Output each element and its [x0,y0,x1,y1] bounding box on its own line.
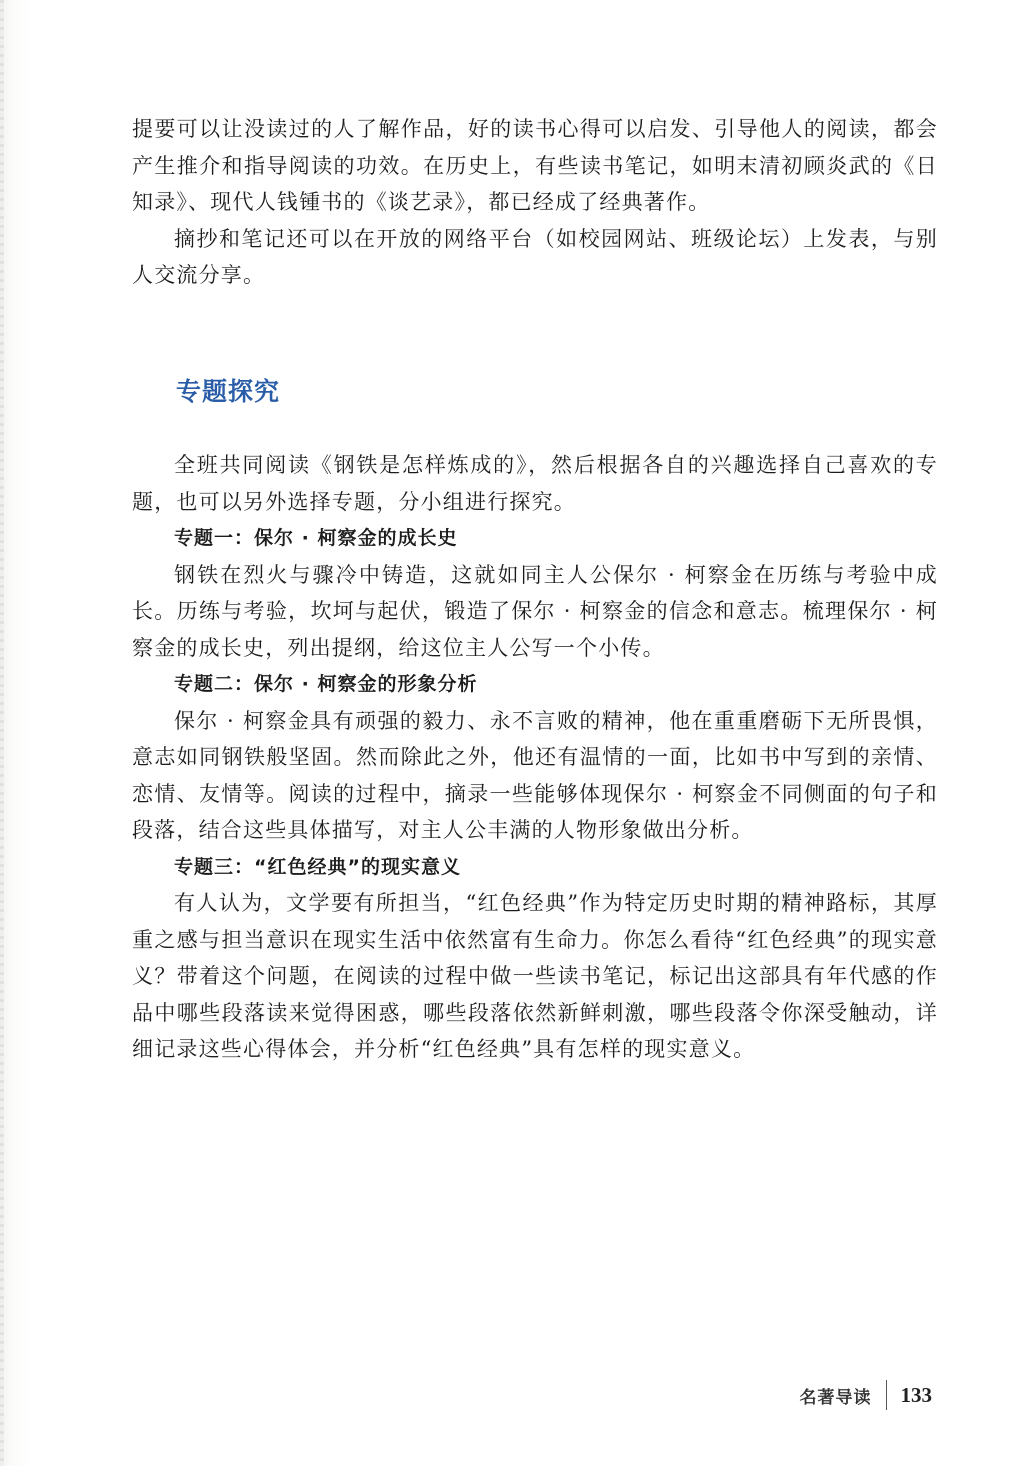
intro-paragraph-2: 摘抄和笔记还可以在开放的网络平台（如校园网站、班级论坛）上发表，与别人交流分享。 [132,226,938,287]
scan-edge [0,0,4,1466]
page-footer [800,1380,933,1410]
topic-3-body: 有人认为，文学要有所担当，“红色经典”作为特定历史时期的精神路标，其厚重之感与担当意识在现实生活中依然富有生命力。你怎么看待“红色经典”的现实意义？带着这个问题，在阅读的过程中做一些读书笔记，标记出这部具有年代感的作品中哪些段落读来觉得困惑，哪些段落依然新鲜刺激，哪些段落令你深受触动，详细记录这些心得体会，并分析“红色经典”具有怎样的现实意义。 [132,891,938,1061]
section-heading: 专题探究 [176,377,281,406]
topic-2-title: 专题二：保尔 · 柯察金的形象分析 [174,673,478,695]
footer-divider [886,1380,887,1410]
section-body [132,447,938,1068]
topic-3-title: 专题三：“红色经典”的现实意义 [174,855,461,878]
intro-paragraph-1: 提要可以让没读过的人了解作品，好的读书心得可以启发、引导他人的阅读，都会产生推介和指导阅读的功效。在历史上，有些读书笔记，如明末清初顾炎武的《日知录》、现代人钱锺书的《谈艺录》，都已经成了经典著作。 [132,117,938,214]
footer-book-title: 名著导读 [799,1387,872,1408]
page-number: 133 [900,1382,932,1407]
section-intro: 全班共同阅读《钢铁是怎样炼成的》，然后根据各自的兴趣选择自己喜欢的专题，也可以另外选择专题，分小组进行探究。 [132,453,938,514]
topic-1-body: 钢铁在烈火与骤冷中铸造，这就如同主人公保尔 · 柯察金在历练与考验中成长。历练与考验，坎坷与起伏，锻造了保尔 · 柯察金的信念和意志。梳理保尔 · 柯察金的成长史，列出提纲，给这位主人公写一个小传。 [132,562,938,660]
intro-block [132,111,938,294]
topic-2-body: 保尔 · 柯察金具有顽强的毅力、永不言败的精神，他在重重磨砺下无所畏惧，意志如同钢铁般坚固。然而除此之外，他还有温情的一面，比如书中写到的亲情、恋情、友情等。阅读的过程中，摘录一些能够体现保尔 · 柯察金不同侧面的句子和段落，结合这些具体描写，对主人公丰满的人物形象做出分析。 [132,708,938,842]
topic-1-title: 专题一：保尔 · 柯察金的成长史 [174,527,458,549]
